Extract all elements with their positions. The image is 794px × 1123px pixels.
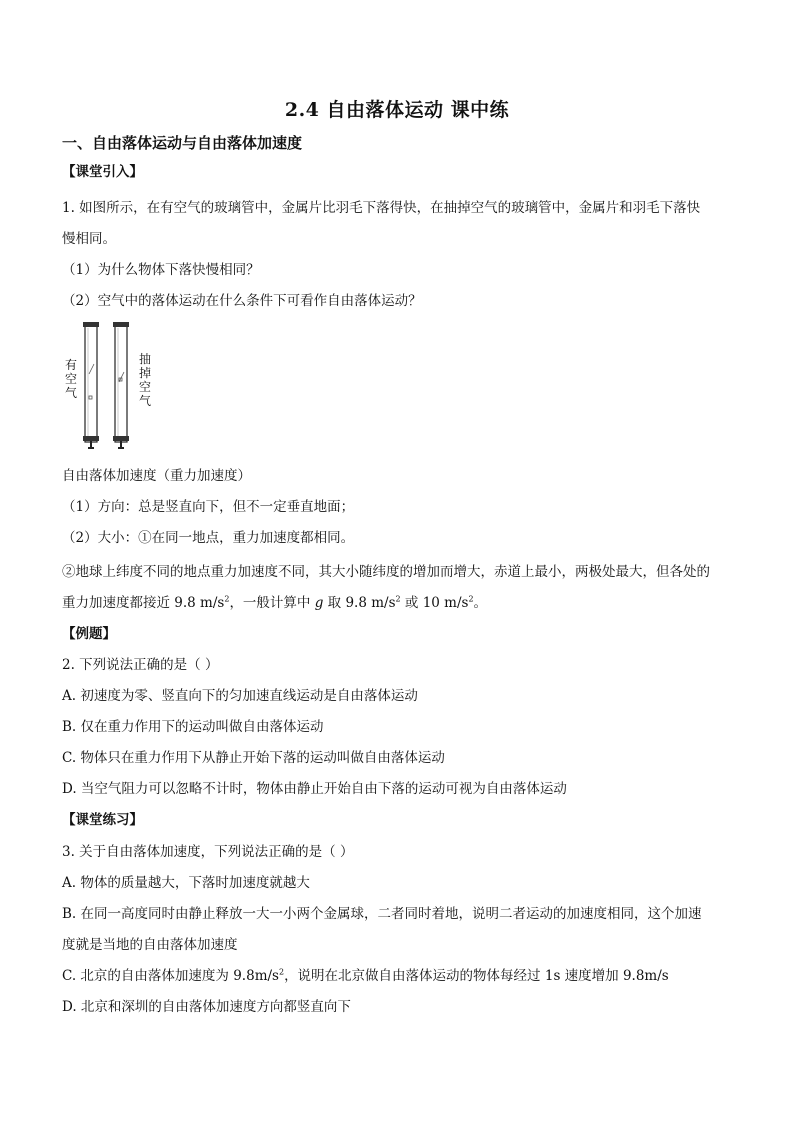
practice-heading: 【课堂练习】 (62, 812, 143, 828)
glass-tubes-drawing (80, 318, 130, 453)
accel-note-line-1: ②地球上纬度不同的地点重力加速度不同，其大小随纬度的增加而增大，赤道上最小，两极处最大，但各处的 (62, 564, 710, 580)
question-1-text-line-2: 慢相同。 (62, 231, 116, 247)
example-heading: 【例题】 (62, 626, 116, 642)
question-3-option-b-line-2: 度就是当地的自由落体加速度 (62, 937, 238, 953)
intro-heading: 【课堂引入】 (62, 164, 143, 180)
section-heading: 一、自由落体运动与自由落体加速度 (62, 134, 303, 152)
question-3-option-a: A. 物体的质量越大，下落时加速度就越大 (62, 875, 310, 891)
accel-magnitude: （2）大小：①在同一地点，重力加速度都相同。 (62, 530, 355, 546)
question-3-stem: 3. 关于自由落体加速度，下列说法正确的是（ ） (62, 844, 354, 860)
question-3-option-c: C. 北京的自由落体加速度为 $9.8m/s^2$，说明在北京做自由落体运动的物体每经过 1s 速度增加 9.8m/s (62, 967, 669, 984)
accel-direction: （1）方向：总是竖直向下，但不一定垂直地面； (62, 499, 355, 515)
left-tube-label: 有 空 气 (64, 358, 77, 400)
question-2-option-c: C. 物体只在重力作用下从静止开始下落的运动叫做自由落体运动 (62, 750, 445, 766)
question-3-option-d: D. 北京和深圳的自由落体加速度方向都竖直向下 (62, 999, 351, 1015)
page-title: 2.4 自由落体运动 课中练 (284, 99, 510, 121)
question-1-sub-2: （2）空气中的落体运动在什么条件下可看作自由落体运动？ (62, 293, 422, 309)
question-3-option-b-line-1: B. 在同一高度同时由静止释放一大一小两个金属球，二者同时着地，说明二者运动的加速度相同，这个加速 (62, 906, 702, 922)
accel-title: 自由落体加速度（重力加速度） (62, 468, 251, 484)
question-2-option-a: A. 初速度为零、竖直向下的匀加速直线运动是自由落体运动 (62, 688, 418, 704)
question-2-option-d: D. 当空气阻力可以忽略不计时，物体由静止开始自由下落的运动可视为自由落体运动 (62, 781, 567, 797)
glass-tubes-figure (62, 318, 172, 453)
vacuum-tube (113, 322, 129, 448)
air-tube (83, 322, 99, 448)
right-tube-label: 抽 掉 空 气 (138, 352, 151, 408)
question-2-stem: 2. 下列说法正确的是（ ） (62, 657, 219, 673)
question-1-sub-1: （1）为什么物体下落快慢相同？ (62, 262, 260, 278)
question-1-text-line-1: 1. 如图所示，在有空气的玻璃管中，金属片比羽毛下落得快，在抽掉空气的玻璃管中，金属片和羽毛下落快 (62, 200, 701, 216)
accel-note-line-2: 重力加速度都接近 9.8 $m/s^2$，一般计算中 g 取 9.8 $m/s^2$ 或 10 $m/s^2$。 (62, 594, 488, 611)
question-2-option-b: B. 仅在重力作用下的运动叫做自由落体运动 (62, 719, 324, 735)
